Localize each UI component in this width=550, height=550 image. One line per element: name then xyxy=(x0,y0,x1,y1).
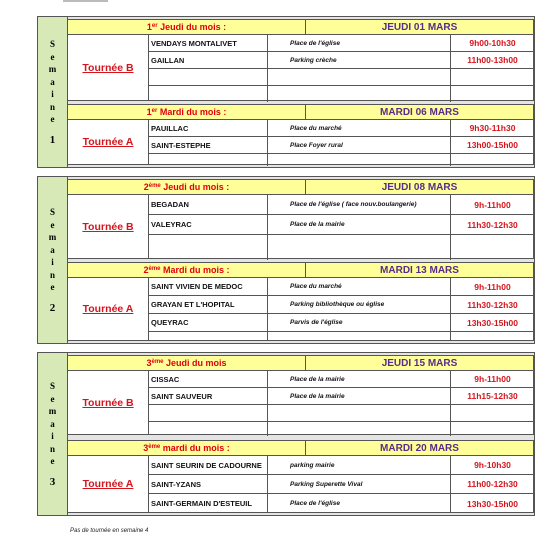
table-row xyxy=(149,422,533,436)
week-label-letter: m xyxy=(48,64,57,75)
tour-block-tuesday xyxy=(67,262,534,341)
place-cell xyxy=(269,405,451,421)
week-label-letter: e xyxy=(50,51,55,62)
day-of-month-heading: 1er Mardi du mois : xyxy=(68,105,306,119)
block-header xyxy=(68,263,533,278)
block-header xyxy=(68,20,533,35)
tour-block-thursday xyxy=(67,179,534,259)
block-header xyxy=(68,356,533,371)
week-label-letter: e xyxy=(50,393,55,404)
table-row xyxy=(149,296,533,314)
tour-block-thursday xyxy=(67,355,534,435)
top-decoration-line xyxy=(63,0,108,2)
town-cell: SAINT SAUVEUR xyxy=(149,388,268,404)
time-cell xyxy=(452,69,533,85)
stops-table xyxy=(149,35,533,102)
place-cell xyxy=(269,69,451,85)
table-row xyxy=(149,215,533,235)
table-row xyxy=(149,235,533,260)
date-heading: JEUDI 01 MARS xyxy=(381,22,458,33)
place-cell: Place de l'église xyxy=(269,494,451,513)
week-2-label xyxy=(38,177,68,343)
time-cell xyxy=(452,332,533,341)
table-row xyxy=(149,475,533,494)
place-cell xyxy=(269,422,451,436)
town-cell: BEGADAN xyxy=(149,195,268,214)
town-cell xyxy=(149,405,268,421)
tournee-label: Tournée A xyxy=(68,278,149,340)
place-cell xyxy=(269,86,451,102)
week-label-letter: e xyxy=(50,114,55,125)
table-row xyxy=(149,195,533,215)
tournee-label: Tournée B xyxy=(68,35,149,100)
place-cell xyxy=(269,154,451,166)
time-cell: 13h30-15h00 xyxy=(466,498,519,509)
place-cell: parking mairie xyxy=(269,456,451,474)
block-header xyxy=(68,105,533,120)
week-label-letter: a xyxy=(50,418,55,429)
week-label-letter: m xyxy=(48,232,57,243)
day-of-month-heading: 2ème Jeudi du mois : xyxy=(68,180,306,194)
table-row xyxy=(149,388,533,405)
date-heading: MARDI 13 MARS xyxy=(380,265,459,276)
time-cell: 13h30-15h00 xyxy=(466,317,519,328)
week-number: 2 xyxy=(49,301,56,314)
town-cell xyxy=(149,69,268,85)
town-cell: SAINT-YZANS xyxy=(149,475,268,493)
table-row xyxy=(149,332,533,341)
stops-table xyxy=(149,278,533,341)
stops-table xyxy=(149,456,533,513)
town-cell xyxy=(149,86,268,102)
table-row xyxy=(149,314,533,332)
time-cell xyxy=(452,235,533,260)
week-3-label xyxy=(38,353,68,515)
week-label-letter: i xyxy=(51,257,54,268)
day-of-month-heading: 3ème Jeudi du mois xyxy=(68,356,306,370)
place-cell: Parking Superette Vival xyxy=(269,475,451,493)
time-cell xyxy=(452,422,533,436)
date-heading: MARDI 20 MARS xyxy=(380,443,459,454)
time-cell: 11h00-13h00 xyxy=(467,55,518,65)
time-cell: 11h30-12h30 xyxy=(467,299,518,310)
town-cell: SAINT-ESTEPHE xyxy=(149,137,268,153)
table-row xyxy=(149,371,533,388)
date-heading: MARDI 06 MARS xyxy=(380,107,459,118)
table-row xyxy=(149,35,533,52)
date-heading: JEUDI 08 MARS xyxy=(381,182,458,193)
table-row xyxy=(149,86,533,102)
place-cell: Parking bibliothèque ou église xyxy=(269,296,451,313)
town-cell xyxy=(149,154,268,166)
place-cell xyxy=(269,332,451,341)
week-number: 3 xyxy=(49,475,56,488)
time-cell xyxy=(452,405,533,421)
tournee-label: Tournée A xyxy=(68,120,149,164)
week-number: 1 xyxy=(49,133,56,146)
time-cell: 9h-11h00 xyxy=(474,374,511,384)
town-cell: GAILLAN xyxy=(149,52,268,68)
town-cell: QUEYRAC xyxy=(149,314,268,331)
table-row xyxy=(149,120,533,137)
town-cell: VALEYRAC xyxy=(149,215,268,234)
tournee-label: Tournée A xyxy=(68,456,149,512)
week-label-letter: a xyxy=(50,244,55,255)
town-cell: VENDAYS MONTALIVET xyxy=(149,35,268,51)
tournee-label: Tournée B xyxy=(68,195,149,258)
week-3-section xyxy=(37,352,535,516)
time-cell: 13h00-15h00 xyxy=(466,140,519,150)
town-cell xyxy=(149,332,268,341)
week-label-letter: e xyxy=(50,456,55,467)
week-label-letter: e xyxy=(50,219,55,230)
week-1-section xyxy=(37,16,535,168)
place-cell: Parvis de l'église xyxy=(269,314,451,331)
tour-block-tuesday xyxy=(67,440,534,513)
place-cell: Parking crèche xyxy=(269,52,451,68)
week-label-letter: i xyxy=(51,431,54,442)
tour-block-tuesday xyxy=(67,104,534,165)
week-label-letter: S xyxy=(49,207,55,218)
block-header xyxy=(68,441,533,456)
table-row xyxy=(149,137,533,154)
town-cell: GRAYAN ET L'HOPITAL xyxy=(149,296,268,313)
time-cell: 9h-11h00 xyxy=(474,199,511,210)
table-row xyxy=(149,69,533,86)
town-cell: SAINT SEURIN DE CADOURNE xyxy=(149,456,268,474)
town-cell: SAINT-GERMAIN D'ESTEUIL xyxy=(149,494,268,513)
tour-block-thursday xyxy=(67,19,534,101)
day-of-month-heading: 2ème Mardi du mois : xyxy=(68,263,306,277)
table-row xyxy=(149,278,533,296)
week-label-letter: n xyxy=(49,269,55,280)
time-cell xyxy=(452,154,533,166)
day-of-month-heading: 3ème mardi du mois : xyxy=(68,441,306,455)
place-cell xyxy=(269,235,451,260)
table-row xyxy=(149,456,533,475)
town-cell: SAINT VIVIEN DE MEDOC xyxy=(149,278,268,295)
table-row xyxy=(149,494,533,513)
time-cell: 11h15-12h30 xyxy=(467,391,518,401)
town-cell xyxy=(149,235,268,260)
time-cell: 11h00-12h30 xyxy=(467,479,518,489)
time-cell: 9h-11h00 xyxy=(474,281,511,292)
week-2-section xyxy=(37,176,535,344)
time-cell: 9h-10h30 xyxy=(474,460,511,470)
place-cell: Place de la mairie xyxy=(269,388,451,404)
town-cell: PAUILLAC xyxy=(149,120,268,136)
town-cell xyxy=(149,422,268,436)
place-cell: Place de l'église ( face nouv.boulangerie) xyxy=(269,195,451,214)
place-cell: Place Foyer rural xyxy=(269,137,451,153)
time-cell: 9h00-10h30 xyxy=(469,38,516,48)
week-label-letter: S xyxy=(49,39,55,50)
place-cell: Place du marché xyxy=(269,278,451,295)
table-row xyxy=(149,52,533,69)
date-heading: JEUDI 15 MARS xyxy=(381,358,458,369)
place-cell: Place de la mairie xyxy=(269,371,451,387)
town-cell: CISSAC xyxy=(149,371,268,387)
stops-table xyxy=(149,371,533,436)
week-label-letter: e xyxy=(50,282,55,293)
place-cell: Place de la mairie xyxy=(269,215,451,234)
footer-note: Pas de tournée en semaine 4 xyxy=(70,528,149,534)
day-of-month-heading: 1er Jeudi du mois : xyxy=(68,20,306,34)
place-cell: Place de l'église xyxy=(269,35,451,51)
week-label-letter: n xyxy=(49,443,55,454)
time-cell xyxy=(452,86,533,102)
time-cell: 11h30-12h30 xyxy=(467,219,518,230)
place-cell: Place du marché xyxy=(269,120,451,136)
week-label-letter: a xyxy=(50,76,55,87)
week-label-letter: m xyxy=(48,406,57,417)
tournee-label: Tournée B xyxy=(68,371,149,434)
week-label-letter: S xyxy=(49,381,55,392)
block-header xyxy=(68,180,533,195)
stops-table xyxy=(149,195,533,260)
week-label-letter: i xyxy=(51,89,54,100)
time-cell: 9h30-11h30 xyxy=(469,123,516,133)
week-1-label xyxy=(38,17,68,167)
table-row xyxy=(149,405,533,422)
stops-table xyxy=(149,120,533,166)
table-row xyxy=(149,154,533,166)
week-label-letter: n xyxy=(49,101,55,112)
